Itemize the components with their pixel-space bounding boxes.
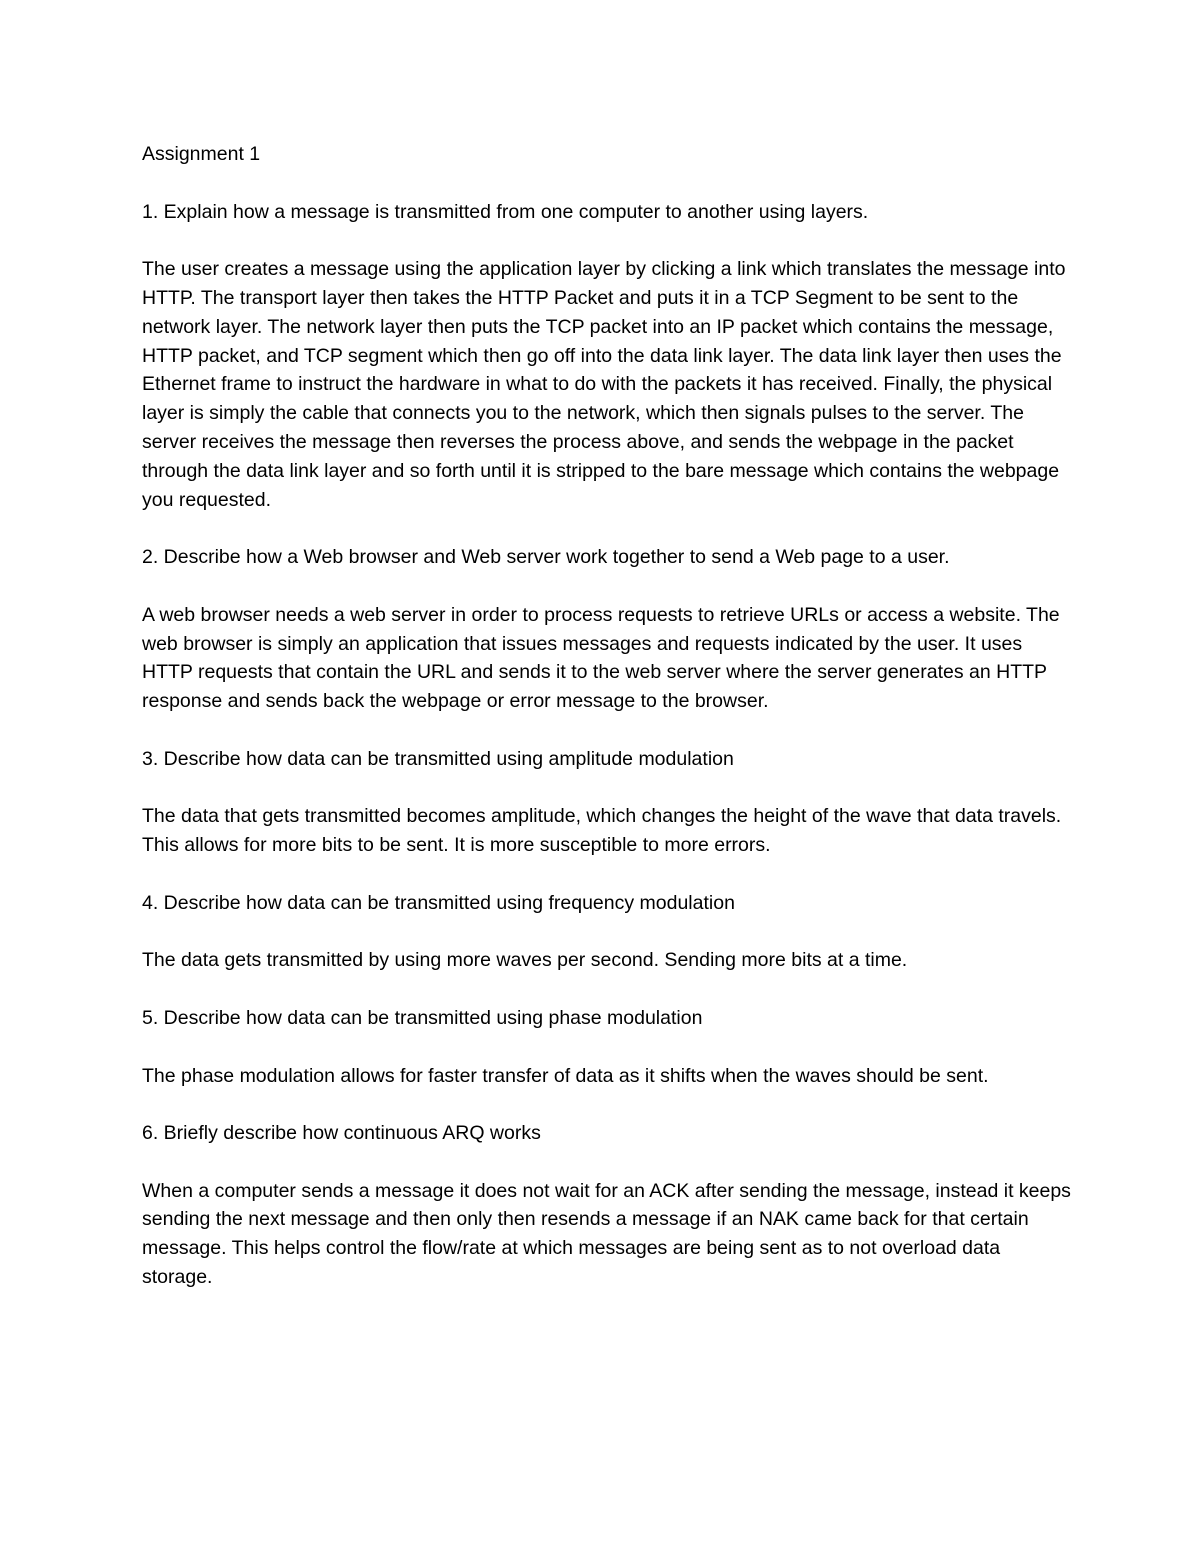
- question-5: 5. Describe how data can be transmitted using phase modulation: [142, 1006, 703, 1029]
- question-4: 4. Describe how data can be transmitted using frequency modulation: [142, 891, 735, 914]
- answer-1: The user creates a message using the application layer by clicking a link which translates the message into HTTP. The transport layer then takes the HTTP Packet and puts it in a TCP Segment to be sent to the network layer. The network layer then puts the TCP packet into an IP packet which contains the message, HTTP packet, and TCP segment which then go off into the data link layer. The data link layer then uses the Ethernet frame to instruct the hardware in what to do with the packets it has received. Finally, the physical layer is simply the cable that connects you to the network, which then signals pulses to the server. The server receives the message then reverses the process above, and sends the webpage in the packet through the data link layer and so forth until it is stripped to the bare message which contains the webpage you requested.: [142, 258, 1066, 511]
- question-6: 6. Briefly describe how continuous ARQ works: [142, 1122, 541, 1145]
- answer-5: The phase modulation allows for faster transfer of data as it shifts when the waves should be sent.: [142, 1064, 989, 1087]
- answer-6: When a computer sends a message it does not wait for an ACK after sending the message, instead it keeps sending the next message and then only then resends a message if an NAK came back for that certain message. This helps control the flow/rate at which messages are being sent as to not overload data storage.: [142, 1179, 1071, 1289]
- answer-2: A web browser needs a web server in order to process requests to retrieve URLs or access a website. The web browser is simply an application that issues messages and requests indicated by the user. It uses HTTP requests that contain the URL and sends it to the web server where the server generates an HTTP response and sends back the webpage or error message to the browser.: [142, 603, 1060, 713]
- question-2: 2. Describe how a Web browser and Web server work together to send a Web page to a user.: [142, 546, 950, 569]
- document-body: [142, 140, 1072, 1292]
- answer-3: The data that gets transmitted becomes amplitude, which changes the height of the wave that data travels. This allows for more bits to be sent. It is more susceptible to more errors.: [142, 805, 1062, 857]
- question-1: 1. Explain how a message is transmitted from one computer to another using layers.: [142, 200, 869, 223]
- document-title: Assignment 1: [142, 143, 261, 165]
- answer-4: The data gets transmitted by using more waves per second. Sending more bits at a time.: [142, 949, 908, 972]
- question-3: 3. Describe how data can be transmitted using amplitude modulation: [142, 747, 734, 770]
